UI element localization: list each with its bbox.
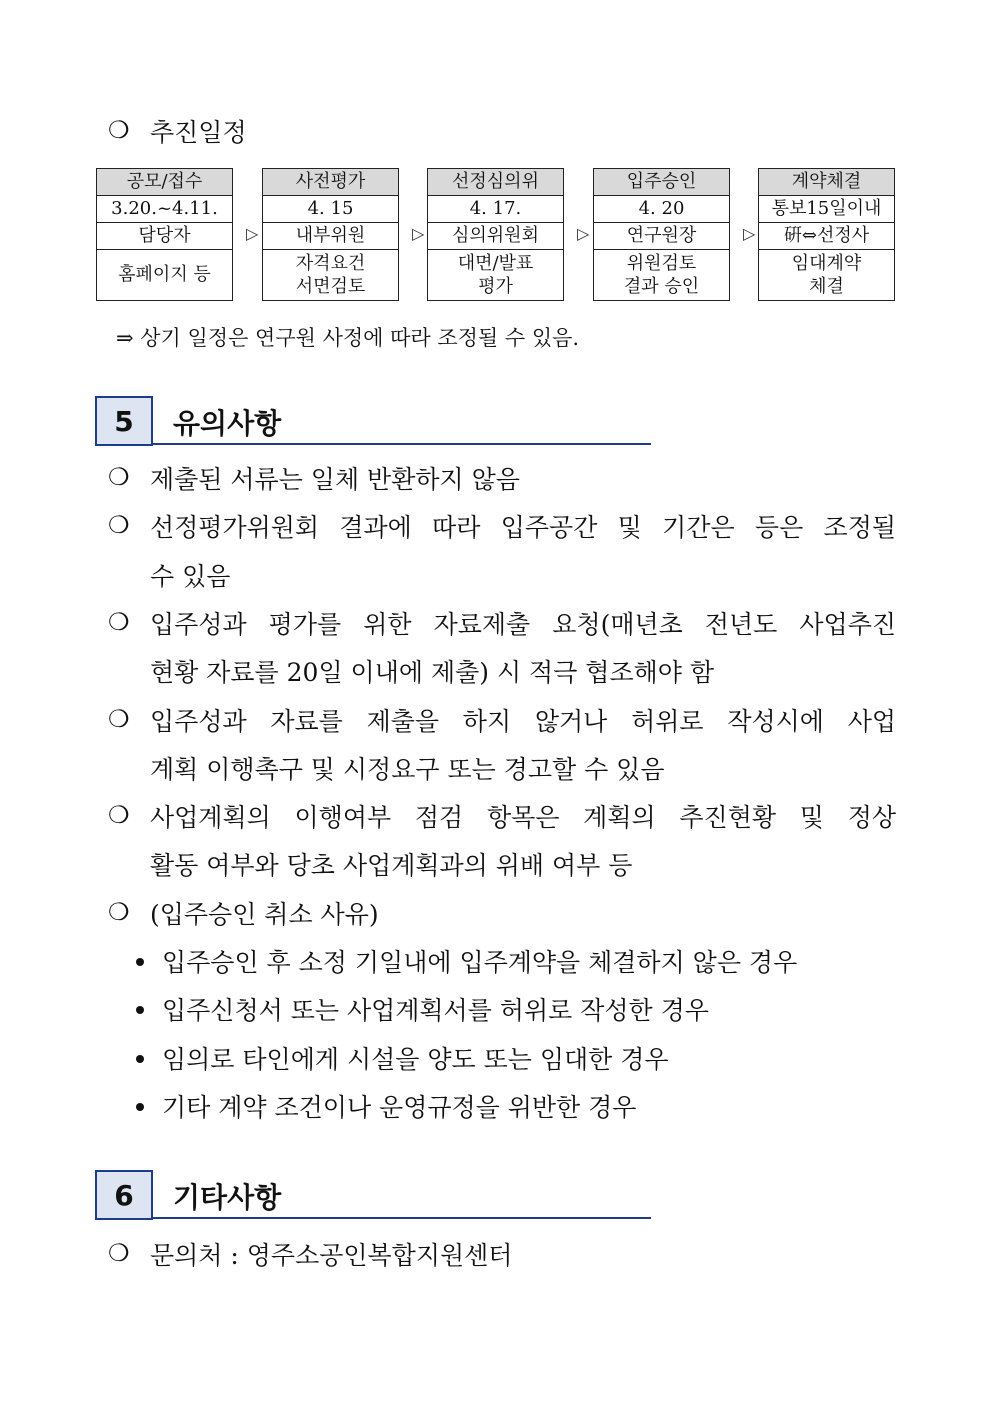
step-detail: 임대계약 체결 bbox=[791, 253, 862, 297]
section-underline bbox=[153, 1217, 651, 1219]
step-owner: 연구원장 bbox=[594, 223, 729, 250]
step-owner: 심의위원회 bbox=[428, 223, 563, 250]
flow-arrow-icon: ▷ bbox=[577, 224, 590, 243]
step-detail: 위원검토 결과 승인 bbox=[623, 253, 700, 297]
step-date: 3.20.~4.11. bbox=[97, 196, 232, 223]
section-title: 기타사항 bbox=[173, 1181, 282, 1214]
schedule-bullet: ❍ bbox=[108, 116, 130, 144]
sub-bullet-icon bbox=[136, 1055, 144, 1063]
item-bullet: ❍ bbox=[108, 463, 130, 491]
item-text-line: 활동 여부와 당초 사업계획과의 위배 여부 등 bbox=[150, 851, 633, 881]
item-text-line: (입주승인 취소 사유) bbox=[150, 899, 379, 929]
item-bullet: ❍ bbox=[108, 607, 130, 636]
item-bullet: ❍ bbox=[108, 704, 130, 733]
sub-item-text: 입주승인 후 소정 기일내에 입주계약을 체결하지 않은 경우 bbox=[162, 948, 798, 977]
sub-bullet-icon bbox=[136, 958, 144, 966]
item-bullet: ❍ bbox=[108, 511, 130, 540]
sub-item-text: 기타 계약 조건이나 운영규정을 위반한 경우 bbox=[162, 1092, 637, 1122]
item-text-line: 제출된 서류는 일체 반환하지 않음 bbox=[150, 465, 520, 494]
section-number: 5 bbox=[95, 396, 153, 446]
step-header: 공모/접수 bbox=[97, 169, 232, 196]
item-text-line: 입주성과 자료를 제출을 하지 않거나 허위로 작성시에 사업 bbox=[150, 706, 896, 736]
schedule-step bbox=[593, 168, 730, 301]
item-text-line: 수 있음 bbox=[150, 561, 231, 591]
sub-bullet-icon bbox=[136, 1006, 144, 1014]
item-text-line: 계획 이행촉구 및 시정요구 또는 경고할 수 있음 bbox=[150, 754, 665, 784]
schedule-step bbox=[758, 168, 895, 301]
section-underline bbox=[153, 443, 651, 445]
flow-arrow-icon: ▷ bbox=[246, 224, 259, 243]
sub-item-text: 입주신청서 또는 사업계획서를 허위로 작성한 경우 bbox=[162, 996, 709, 1026]
item-text-line: 문의처 : 영주소공인복합지원센터 bbox=[150, 1241, 513, 1270]
schedule-step bbox=[427, 168, 564, 301]
flow-arrow-icon: ▷ bbox=[412, 224, 425, 243]
step-owner: 硏⇔선정사 bbox=[759, 223, 894, 250]
item-text-line: 현황 자료를 20일 이내에 제출) 시 적극 협조해야 함 bbox=[150, 658, 714, 688]
step-header: 사전평가 bbox=[263, 169, 398, 196]
step-detail: 대면/발표 평가 bbox=[457, 253, 534, 297]
step-header: 선정심의위 bbox=[428, 169, 563, 196]
item-text-line: 사업계획의 이행여부 점검 항목은 계획의 추진현황 및 정상 bbox=[150, 803, 896, 833]
step-owner: 담당자 bbox=[97, 223, 232, 250]
schedule-step bbox=[262, 168, 399, 301]
step-detail: 홈페이지 등 bbox=[118, 264, 211, 286]
item-text-line: 선정평가위원회 결과에 따라 입주공간 및 기간은 등은 조정될 bbox=[150, 513, 896, 543]
schedule-step bbox=[96, 168, 233, 301]
item-bullet: ❍ bbox=[108, 1239, 130, 1267]
schedule-note: ⇒ 상기 일정은 연구원 사정에 따라 조정될 수 있음. bbox=[116, 326, 580, 350]
step-header: 입주승인 bbox=[594, 169, 729, 196]
section-number: 6 bbox=[95, 1170, 153, 1220]
step-detail: 자격요건 서면검토 bbox=[295, 253, 366, 297]
step-header: 계약체결 bbox=[759, 169, 894, 196]
sub-item-text: 임의로 타인에게 시설을 양도 또는 임대한 경우 bbox=[162, 1044, 669, 1074]
item-text-line: 입주성과 평가를 위한 자료제출 요청(매년초 전년도 사업추진 bbox=[150, 609, 896, 639]
sub-bullet-icon bbox=[136, 1103, 144, 1111]
item-bullet: ❍ bbox=[108, 897, 130, 926]
step-date: 4. 20 bbox=[594, 196, 729, 223]
schedule-title: 추진일정 bbox=[150, 118, 247, 147]
step-date: 통보15일이내 bbox=[759, 196, 894, 223]
flow-arrow-icon: ▷ bbox=[743, 224, 756, 243]
step-date: 4. 15 bbox=[263, 196, 398, 223]
step-owner: 내부위원 bbox=[263, 223, 398, 250]
item-bullet: ❍ bbox=[108, 801, 130, 830]
section-title: 유의사항 bbox=[173, 407, 282, 440]
step-date: 4. 17. bbox=[428, 196, 563, 223]
